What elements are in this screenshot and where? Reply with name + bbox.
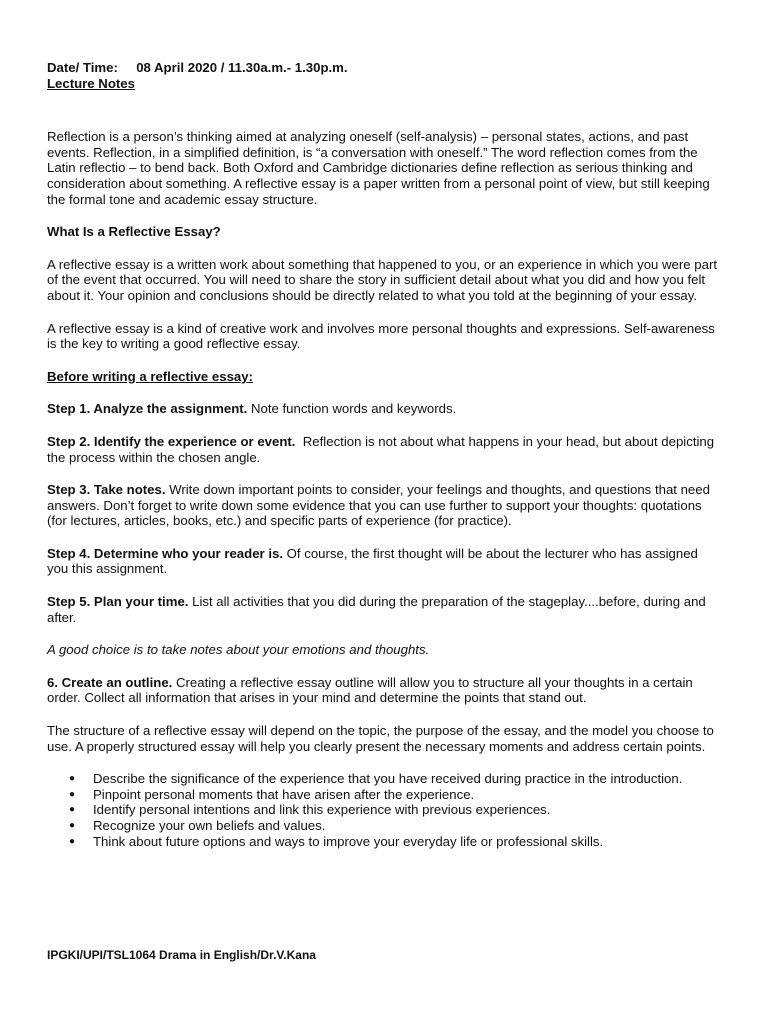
step-5-text: List all activities that you did during the preparation of the stageplay....before, during and after. xyxy=(47,594,706,625)
bullet-icon: ● xyxy=(69,773,76,785)
step-1-label: Step 1. Analyze the assignment. xyxy=(47,401,248,417)
list-item-text: Identify personal intentions and link this experience with previous experiences. xyxy=(93,802,551,818)
bullet-icon: ● xyxy=(69,820,76,831)
step-1-text: Note function words and keywords. xyxy=(250,401,457,417)
step-6-label: 6. Create an outline. xyxy=(47,674,173,690)
step-1 xyxy=(47,401,719,417)
step-4-label: Step 4. Determine who your reader is. xyxy=(47,545,283,561)
page-footer: IPGKI/UPI/TSL1064 Drama in English/Dr.V.Kana xyxy=(47,948,316,962)
intro-paragraph: Reflection is a person’s thinking aimed at analyzing oneself (self-analysis) – personal states, actions, and past events. Reflection, in a simplified definition, is “a conversation with oneself.” The word reflection comes from the Latin reflectio – to bend back. Both Oxford and Cambridge dictionaries define reflection as serious thinking and consideration about something. A reflective essay is a paper written from a personal point of view, but still keeping the formal tone and academic essay structure. xyxy=(47,129,710,207)
bullet-icon: ● xyxy=(69,804,76,816)
list-item-text: Think about future options and ways to improve your everyday life or professional skills. xyxy=(93,833,604,849)
list-item-text: Pinpoint personal moments that have arisen after the experience. xyxy=(93,786,475,802)
bullet-icon: ● xyxy=(69,835,76,847)
section-heading-what-is: What Is a Reflective Essay? xyxy=(47,224,221,240)
structure-paragraph: The structure of a reflective essay will depend on the topic, the purpose of the essay, and the model you choose to use. A properly structured essay will help you clearly present the necessary moments and address certain points. xyxy=(47,723,714,754)
step-3-label: Step 3. Take notes. xyxy=(47,482,166,498)
bullet-list xyxy=(47,771,719,849)
step-4-text: Of course, the first thought will be about the lecturer who has assigned you this assignment. xyxy=(47,545,698,577)
italic-note: A good choice is to take notes about your emotions and thoughts. xyxy=(47,642,430,658)
step-2-label: Step 2. Identify the experience or event. xyxy=(47,433,296,449)
step-2 xyxy=(47,434,719,465)
step-2-text: Reflection is not about what happens in your head, but about depicting the process within the chosen angle. xyxy=(47,433,715,465)
step-3 xyxy=(47,482,719,529)
list-item xyxy=(47,771,693,787)
definition-paragraph: A reflective essay is a written work about something that happened to you, or an experience in which you were part of the event that occurred. You will need to share the story in sufficient detail about what you did and how you felt about it. Your opinion and conclusions should be directly related to what you told at the beginning of your essay. xyxy=(47,256,718,303)
step-5-label: Step 5. Plan your time. xyxy=(47,594,189,610)
section-heading-before-writing: Before writing a reflective essay: xyxy=(47,368,253,384)
datetime-label: Date/ Time: xyxy=(47,60,118,75)
datetime-line xyxy=(47,60,719,76)
step-3-text: Write down important points to consider, your feelings and thoughts, and questions that need answers. Don’t forget to write down some evidence that you can use further to support your thoughts: quotations (for lectures, articles, books, etc.) and specific parts of experience (for practice). xyxy=(47,482,710,529)
list-item xyxy=(47,787,693,803)
document-page xyxy=(47,60,719,849)
list-item xyxy=(47,818,693,834)
step-5 xyxy=(47,594,719,625)
list-item-text: Recognize your own beliefs and values. xyxy=(93,818,326,833)
list-item xyxy=(47,802,693,818)
creative-work-paragraph: A reflective essay is a kind of creative work and involves more personal thoughts and expressions. Self-awareness is the key to writing a good reflective essay. xyxy=(47,320,715,352)
bullet-icon: ● xyxy=(69,788,76,800)
step-6-text: Creating a reflective essay outline will allow you to structure all your thoughts in a certain order. Collect all information that arises in your mind and determine the points that stand out. xyxy=(47,674,693,706)
datetime-value: 08 April 2020 / 11.30a.m.- 1.30p.m. xyxy=(136,60,348,75)
step-6 xyxy=(47,675,719,706)
list-item-text: Describe the significance of the experience that you have received during practice in the introduction. xyxy=(93,771,683,787)
step-4 xyxy=(47,546,719,577)
list-item xyxy=(47,834,693,850)
lecture-notes-subtitle: Lecture Notes xyxy=(47,75,135,91)
